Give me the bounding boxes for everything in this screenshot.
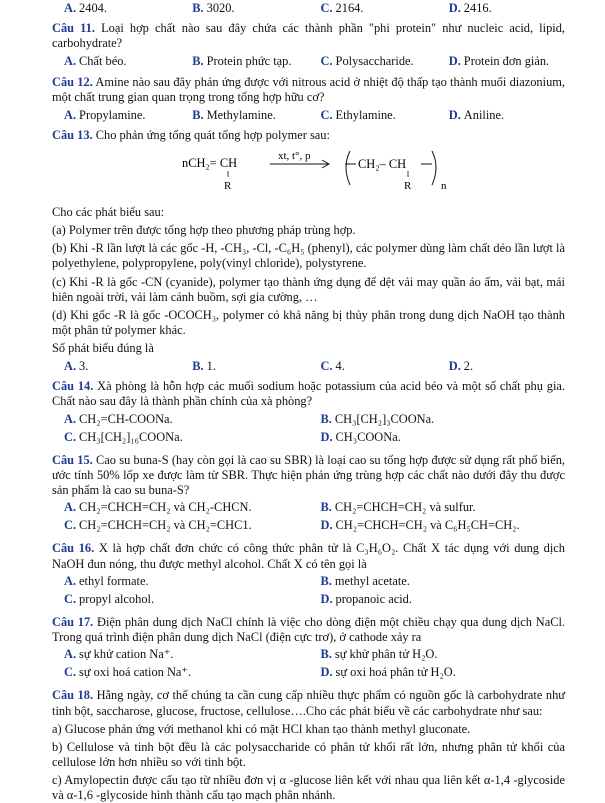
- question-text: Điện phân dung dịch NaCl chính là việc cho dòng điện một chiều chạy qua dung dịch NaCl. Trong quá trình điện phân dung dịch NaCl (điện cực trơ), ở cathode xảy ra: [52, 614, 565, 644]
- option-a[interactable]: A. 2404.: [64, 1, 107, 15]
- question-14: [52, 379, 565, 409]
- monomer-formula: nCH₂= CH: [182, 156, 238, 170]
- option-c[interactable]: C. CH₃[CH₂]₁₆COONa.: [64, 429, 183, 444]
- question-15: [52, 453, 565, 498]
- question-text: Xà phòng là hỗn hợp các muối sodium hoặc potassium của acid béo và một số chất phụ gia. Chất nào sau đây là thành phần chính của xà phòng?: [52, 379, 566, 409]
- question-11-options: [52, 54, 565, 69]
- left-bracket: [346, 151, 350, 185]
- option-c[interactable]: C. Ethylamine.: [320, 107, 396, 122]
- option-d[interactable]: D. CH₂=CHCH=CH₂ và C₆H₅CH=CH₂.: [320, 518, 520, 533]
- question-17: [52, 615, 565, 645]
- question-12-options: [52, 108, 565, 123]
- option-c[interactable]: C. 2164.: [320, 1, 364, 15]
- question-16-options: [52, 574, 565, 610]
- option-a[interactable]: A. CH₂=CH-COONa.: [64, 411, 173, 426]
- question-14-options: [52, 412, 565, 448]
- question-number: Câu 18.: [52, 688, 94, 703]
- option-b[interactable]: B. CH₂=CHCH=CH₂ và sulfur.: [320, 500, 476, 515]
- option-d[interactable]: D. 2.: [448, 359, 474, 374]
- question-11: [52, 21, 565, 51]
- statement-c: (c) Khi -R là gốc -CN (cyanide), polymer tạo thành ứng dụng để dệt vải may quần áo ấm, vải bạt, mái hiên ngoài trời, vải làm cánh buồm, sợi gia cường, …: [52, 274, 565, 304]
- question-18: [52, 688, 565, 718]
- option-d[interactable]: D. CH₃COONa.: [320, 429, 401, 444]
- option-d[interactable]: D. Aniline.: [448, 107, 505, 122]
- polymer-substituent: R: [404, 180, 412, 192]
- option-b[interactable]: B. CH₃[CH₂]₃COONa.: [320, 411, 435, 426]
- question-ask: Số phát biểu đúng là: [52, 341, 154, 355]
- option-b[interactable]: B. 3020.: [192, 1, 235, 15]
- option-b[interactable]: B. sự khử phân tử H₂O.: [320, 647, 438, 662]
- question-17-options: [52, 647, 565, 683]
- question-13: [52, 128, 565, 143]
- option-a[interactable]: A. CH₂=CHCH=CH₂ và CH₂-CHCN.: [64, 500, 252, 515]
- question-text: Cho phản ứng tổng quát tổng hợp polymer sau:: [95, 127, 330, 142]
- statement-c: c) Amylopectin được cấu tạo từ nhiều đơn vị α -glucose liên kết với nhau qua liên kết α-1,4 -glycoside và α-1,6 -glycoside hình thành cấu tạo mạch phân nhánh.: [52, 773, 565, 803]
- option-a[interactable]: A. sự khử cation Na⁺.: [64, 647, 174, 662]
- question-number: Câu 15.: [52, 452, 93, 467]
- question-16: [52, 541, 565, 571]
- question-text: Loại hợp chất nào sau đây chứa các thành phần "phi protein" như nucleic acid, lipid, carbohydrate?: [52, 21, 565, 51]
- question-12: [52, 75, 565, 105]
- option-b[interactable]: B. 1.: [192, 359, 216, 374]
- option-c[interactable]: C. propyl alcohol.: [64, 591, 155, 606]
- question-number: Câu 12.: [52, 74, 93, 89]
- option-b[interactable]: B. Protein phức tạp.: [192, 54, 292, 69]
- question-text: Cao su buna-S (hay còn gọi là cao su SBR) là loại cao su tổng hợp được sử dụng rất phổ biến, ước tính 50% lốp xe được làm từ SBR. Thực hiện phản ứng trùng hợp các chất nào dưới đây thu được sản phẩm là cao su buna-S?: [52, 452, 565, 497]
- option-a[interactable]: A. 3.: [64, 359, 89, 374]
- statement-a: a) Glucose phản ứng với methanol khi có mặt HCl khan tạo thành methyl gluconate.: [52, 721, 471, 736]
- polymerization-reaction: [52, 143, 565, 205]
- option-c[interactable]: C. Polysaccharide.: [320, 54, 414, 69]
- statement-a: (a) Polymer trên được tổng hợp theo phương pháp trùng hợp.: [52, 223, 356, 238]
- option-d[interactable]: D. propanoic acid.: [320, 591, 412, 606]
- question-text: Amine nào sau đây phản ứng được với nitrous acid ở nhiệt độ thấp tạo thành muối diazonium, một chất trung gian quan trọng trong tổng hợp hữu cơ?: [52, 74, 565, 104]
- option-b[interactable]: B. methyl acetate.: [320, 573, 410, 588]
- previous-question-options: [52, 1, 565, 16]
- statement-b: (b) Khi -R lần lượt là các gốc -H, -CH₃, -Cl, -C₆H₅ (phenyl), các polymer dùng làm chất dẻo lần lượt là polyethylene, polypropylene, poly(vinyl chloride), polystyrene.: [52, 241, 565, 271]
- reaction-scheme: [182, 145, 482, 203]
- question-number: Câu 14.: [52, 379, 94, 394]
- question-number: Câu 11.: [52, 21, 95, 36]
- statements-intro: Cho các phát biểu sau:: [52, 205, 165, 219]
- polymer-formula: CH₂– CH: [358, 157, 407, 171]
- statement-b: b) Cellulose và tinh bột đều là các polysaccharide có phân tử khối rất lớn, nhưng phân tử khối của cellulose lớn hơn nhiều so với tinh bột.: [52, 739, 565, 769]
- question-15-options: [52, 500, 565, 536]
- option-b[interactable]: B. Methylamine.: [192, 107, 276, 122]
- option-c[interactable]: C. sự oxi hoá cation Na⁺.: [64, 665, 192, 680]
- question-text: Hằng ngày, cơ thể chúng ta cần cung cấp nhiều thực phẩm có nguồn gốc là carbohydrate như tinh bột, saccharose, glucose, fructose, cellulose….Cho các phát biểu về các carbohydrate như sau:: [52, 688, 565, 718]
- question-text: X là hợp chất đơn chức có công thức phân tử là C₃H₆O₂. Chất X tác dụng với dung dịch NaOH đun nóng, thu được methyl alcohol. Chất X có tên gọi là: [52, 541, 565, 571]
- option-d[interactable]: D. Protein đơn giản.: [448, 54, 550, 69]
- option-a[interactable]: A. Chất béo.: [64, 54, 127, 69]
- question-number: Câu 13.: [52, 127, 93, 142]
- option-a[interactable]: A. ethyl formate.: [64, 573, 149, 588]
- option-c[interactable]: C. 4.: [320, 359, 345, 374]
- option-d[interactable]: D. sự oxi hoá phân tử H₂O.: [320, 665, 456, 680]
- option-a[interactable]: A. Propylamine.: [64, 107, 146, 122]
- question-number: Câu 17.: [52, 614, 94, 629]
- question-number: Câu 16.: [52, 541, 95, 556]
- option-c[interactable]: C. CH₂=CHCH=CH₂ và CH₂=CHC1.: [64, 518, 252, 533]
- option-d[interactable]: D. 2416.: [448, 1, 492, 15]
- repeat-count: n: [441, 180, 447, 192]
- exam-page: [0, 1, 605, 803]
- reaction-conditions: xt, t°, p: [278, 150, 311, 162]
- monomer-substituent: R: [224, 180, 232, 192]
- question-13-options: [52, 359, 565, 374]
- right-bracket: [432, 151, 436, 185]
- statement-d: (d) Khi gốc -R là gốc -OCOCH₃, polymer có khả năng bị thủy phân trong dung dịch NaOH tạo thành một phân tử polymer khác.: [52, 307, 565, 337]
